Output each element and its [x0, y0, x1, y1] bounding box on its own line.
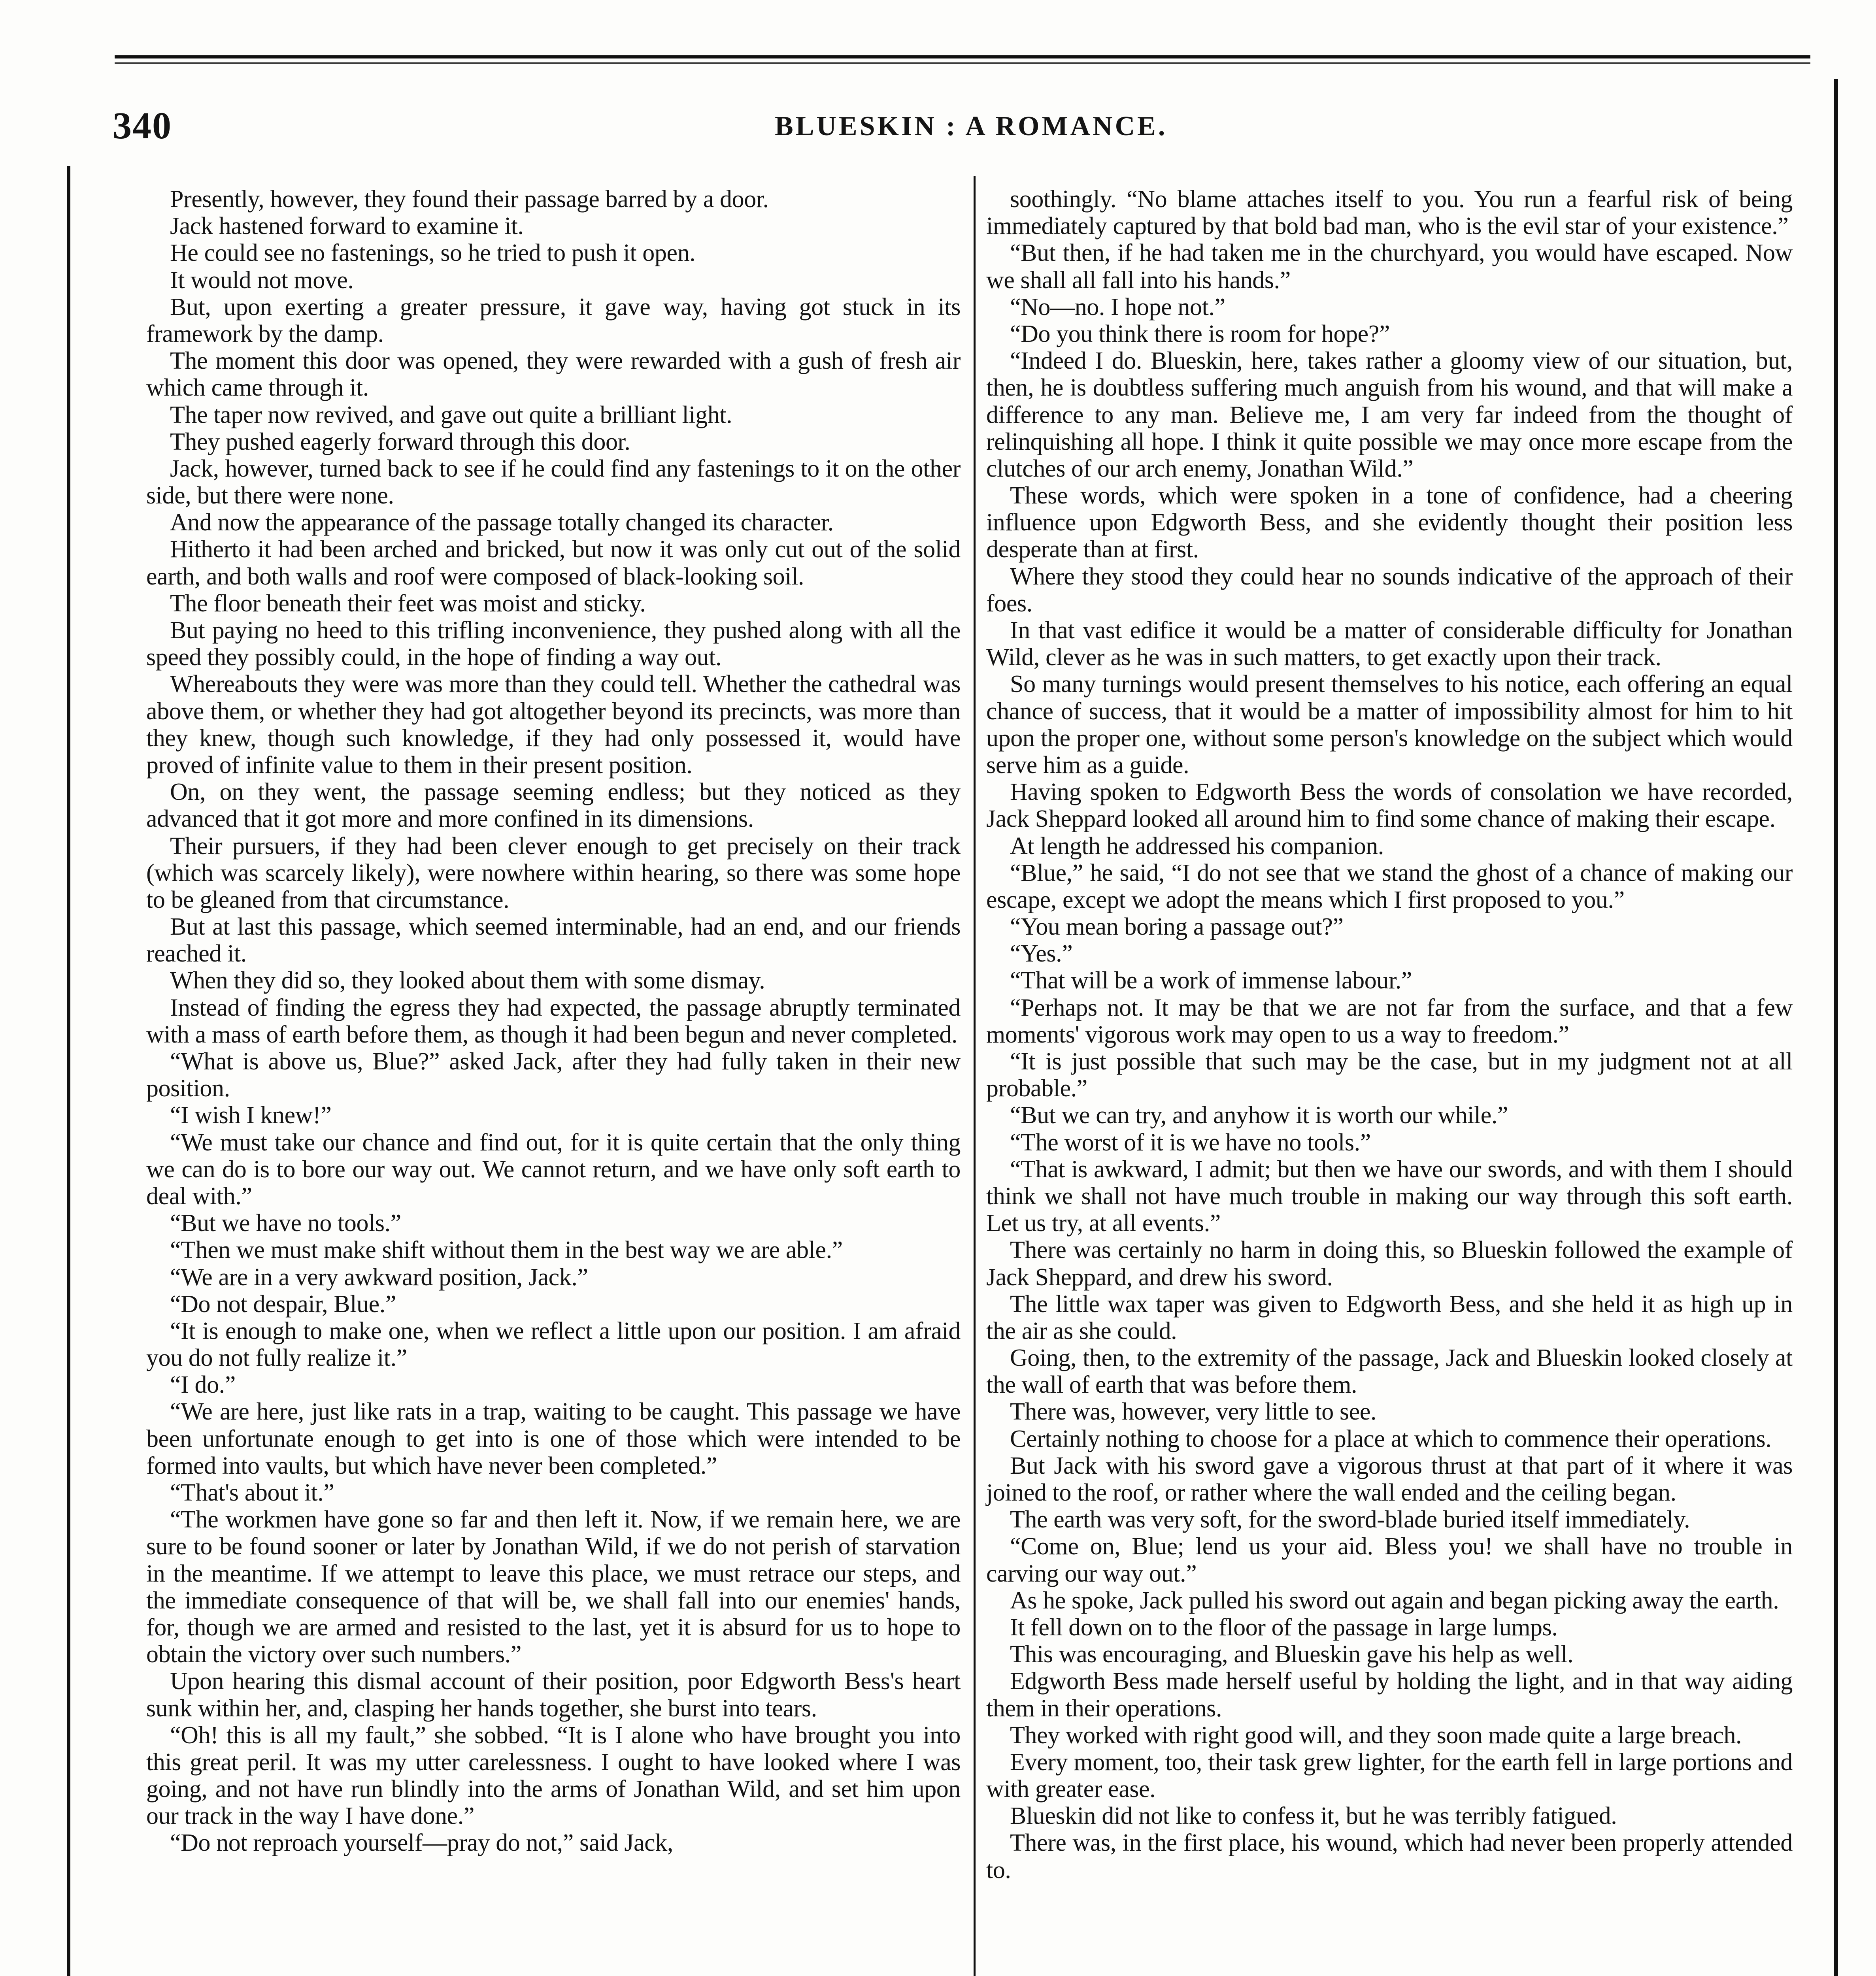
paragraph: Where they stood they could hear no sounds indicative of the approach of their foes.	[986, 563, 1793, 617]
paragraph: “That is awkward, I admit; but then we have our swords, and with them I should think we shall not have much trouble in making our way through this soft earth. Let us try, at all events.”	[986, 1156, 1793, 1237]
paragraph: Hitherto it had been arched and bricked, but now it was only cut out of the solid earth, and both walls and roof were composed of black-looking soil.	[146, 536, 961, 590]
paragraph: “Do not reproach yourself—pray do not,” said Jack,	[170, 1829, 673, 1857]
paragraph: There was, however, very little to see.	[1010, 1398, 1377, 1425]
paragraph: It fell down on to the floor of the passage in large lumps.	[1010, 1614, 1558, 1641]
paragraph: “It is just possible that such may be the case, but in my judgment not at all probable.”	[986, 1048, 1793, 1102]
paragraph: “It is enough to make one, when we reflect a little upon our position. I am afraid you do not fully realize it.”	[146, 1317, 961, 1372]
paragraph: Every moment, too, their task grew lighter, for the earth fell in large portions and with greater ease.	[986, 1748, 1793, 1803]
paragraph: Jack, however, turned back to see if he could find any fastenings to it on the other side, but there were none.	[146, 455, 961, 509]
top-rule-thin	[115, 62, 1810, 64]
paragraph: The taper now revived, and gave out quite a brilliant light.	[170, 401, 732, 428]
paragraph: As he spoke, Jack pulled his sword out again and began picking away the earth.	[1010, 1587, 1779, 1614]
paragraph: “That will be a work of immense labour.”	[1010, 967, 1412, 994]
paragraph: Whereabouts they were was more than they could tell. Whether the cathedral was above them, or whether they had got altogether beyond its precincts, was more than they knew, though such knowledge, if they had only possessed it, would have proved of infinite value to them in their present position.	[146, 671, 961, 779]
paragraph: At length he addressed his companion.	[1010, 832, 1384, 860]
paragraph: “Do not despair, Blue.”	[170, 1290, 396, 1318]
column-divider	[974, 176, 976, 1976]
paragraph: “Blue,” he said, “I do not see that we stand the ghost of a chance of making our escape, except we adopt the means which I first proposed to you.”	[986, 859, 1793, 913]
paragraph: This was encouraging, and Blueskin gave his help as well.	[1010, 1641, 1574, 1668]
paragraph: There was certainly no harm in doing this, so Blueskin followed the example of Jack Sheppard, and drew his sword.	[986, 1237, 1793, 1291]
paragraph: There was, in the first place, his wound, which had never been properly attended to.	[986, 1829, 1793, 1884]
paragraph: Their pursuers, if they had been clever enough to get precisely on their track (which was scarcely likely), were nowhere within hearing, so there was some hope to be gleaned from that circumstance.	[146, 832, 961, 913]
paragraph: “Indeed I do. Blueskin, here, takes rather a gloomy view of our situation, but, then, he is doubtless suffering much anguish from his wound, and that will make a difference to any man. Believe me, I am very far indeed from the thought of relinquishing all hope. I think it quite possible we may once more escape from the clutches of our arch enemy, Jonathan Wild.”	[986, 347, 1793, 482]
paragraph: Certainly nothing to choose for a place at which to commence their operations.	[1010, 1425, 1772, 1452]
paragraph: And now the appearance of the passage totally changed its character.	[170, 509, 834, 536]
paragraph: “We are here, just like rats in a trap, waiting to be caught. This passage we have been unfortunate enough to get into is one of those which were intended to be formed into vaults, but which have never been completed.”	[146, 1398, 961, 1479]
paragraph: But paying no heed to this trifling inconvenience, they pushed along with all the speed they possibly could, in the hope of finding a way out.	[146, 617, 961, 671]
paragraph: So many turnings would present themselves to his notice, each offering an equal chance of success, that it would be a matter of impossibility almost for him to hit upon the proper one, without some person's knowledge on the subject which would serve him as a guide.	[986, 671, 1793, 779]
paragraph: They worked with right good will, and they soon made quite a large breach.	[1010, 1721, 1742, 1749]
paragraph: Blueskin did not like to confess it, but he was terribly fatigued.	[1010, 1803, 1617, 1830]
paragraph: “I wish I knew!”	[170, 1102, 332, 1129]
paragraph: Presently, however, they found their passage barred by a door.	[170, 186, 769, 213]
paragraph: The floor beneath their feet was moist and sticky.	[170, 590, 646, 617]
paragraph: Edgworth Bess made herself useful by holding the light, and in that way aiding them in their operations.	[986, 1668, 1793, 1722]
paragraph: But Jack with his sword gave a vigorous thrust at that part of it where it was joined to the roof, or rather where the wall ended and the ceiling began.	[986, 1452, 1793, 1506]
paragraph: “Come on, Blue; lend us your aid. Bless you! we shall have no trouble in carving our way out.”	[986, 1533, 1793, 1587]
paragraph: “That's about it.”	[170, 1479, 334, 1506]
paragraph: On, on they went, the passage seeming endless; but they noticed as they advanced that it got more and more confined in its dimensions.	[146, 779, 961, 833]
paragraph: The moment this door was opened, they were rewarded with a gush of fresh air which came through it.	[146, 347, 961, 402]
paragraph: Upon hearing this dismal account of their position, poor Edgworth Bess's heart sunk within her, and, clasping her hands together, she burst into tears.	[146, 1668, 961, 1722]
paragraph: “You mean boring a passage out?”	[1010, 913, 1344, 941]
paragraph: “The workmen have gone so far and then left it. Now, if we remain here, we are sure to be found sooner or later by Jonathan Wild, if we do not perish of starvation in the meantime. If we attempt to leave this place, we must retrace our steps, and the immediate consequence of that will be, we shall fall into our enemies' hands, for, though we are armed and resisted to the last, yet it is absurd for us to hope to obtain the victory over such numbers.”	[146, 1506, 961, 1668]
paragraph: He could see no fastenings, so he tried to push it open.	[170, 239, 696, 267]
paragraph: Jack hastened forward to examine it.	[170, 213, 524, 240]
paragraph: The earth was very soft, for the sword-blade buried itself immediately.	[1010, 1506, 1690, 1533]
paragraph: But at last this passage, which seemed interminable, had an end, and our friends reached it.	[146, 913, 961, 967]
right-page-edge	[1834, 79, 1838, 1976]
paragraph: But, upon exerting a greater pressure, it gave way, having got stuck in its framework by the damp.	[146, 293, 961, 347]
paragraph: “Oh! this is all my fault,” she sobbed. “It is I alone who have brought you into this great peril. It was my utter carelessness. I ought to have looked where I was going, and not have run blindly into the arms of Jonathan Wild, and set him upon our track in the way I have done.”	[146, 1721, 961, 1830]
paragraph: “But then, if he had taken me in the churchyard, you would have escaped. Now we shall all fall into his hands.”	[986, 239, 1793, 294]
paragraph: “Perhaps not. It may be that we are not far from the surface, and that a few moments' vigorous work may open to us a way to freedom.”	[986, 994, 1793, 1048]
paragraph: “No—no. I hope not.”	[1010, 293, 1225, 321]
paragraph: “Yes.”	[1010, 940, 1073, 967]
paragraph: Instead of finding the egress they had expected, the passage abruptly terminated with a mass of earth before them, as though it had been begun and never completed.	[146, 994, 961, 1048]
paragraph: The little wax taper was given to Edgworth Bess, and she held it as high up in the air as she could.	[986, 1290, 1793, 1344]
left-page-edge	[67, 166, 70, 1976]
running-head: BLUESKIN : A ROMANCE.	[775, 111, 1168, 141]
paragraph: “We are in a very awkward position, Jack.”	[170, 1263, 588, 1291]
paragraph: “But we can try, and anyhow it is worth our while.”	[1010, 1102, 1508, 1129]
paragraph: In that vast edifice it would be a matter of considerable difficulty for Jonathan Wild, clever as he was in such matters, to get exactly upon their track.	[986, 617, 1793, 671]
paragraph: Going, then, to the extremity of the passage, Jack and Blueskin looked closely at the wall of earth that was before them.	[986, 1344, 1793, 1399]
top-rule	[115, 55, 1810, 58]
paragraph: Having spoken to Edgworth Bess the words of consolation we have recorded, Jack Sheppard looked all around him to find some chance of making their escape.	[986, 779, 1793, 833]
paragraph: soothingly. “No blame attaches itself to you. You run a fearful risk of being immediately captured by that bold bad man, who is the evil star of your existence.”	[986, 186, 1793, 240]
paragraph: It would not move.	[170, 266, 354, 294]
paragraph: “Then we must make shift without them in the best way we are able.”	[170, 1237, 843, 1264]
paragraph: These words, which were spoken in a tone of confidence, had a cheering influence upon Edgworth Bess, and she evidently thought their position less desperate than at first.	[986, 482, 1793, 563]
paragraph: When they did so, they looked about them with some dismay.	[170, 967, 765, 994]
left-column	[146, 186, 961, 1857]
paragraph: “What is above us, Blue?” asked Jack, after they had fully taken in their new position.	[146, 1048, 961, 1102]
right-column	[986, 186, 1793, 1884]
paragraph: “But we have no tools.”	[170, 1210, 401, 1237]
paragraph: “I do.”	[170, 1371, 236, 1399]
paragraph: “The worst of it is we have no tools.”	[1010, 1129, 1371, 1156]
paragraph: “We must take our chance and find out, for it is quite certain that the only thing we can do is to bore our way out. We cannot return, and we have only soft earth to deal with.”	[146, 1129, 961, 1210]
paragraph: They pushed eagerly forward through this door.	[170, 428, 630, 455]
page-number: 340	[113, 104, 172, 147]
paragraph: “Do you think there is room for hope?”	[1010, 320, 1390, 347]
